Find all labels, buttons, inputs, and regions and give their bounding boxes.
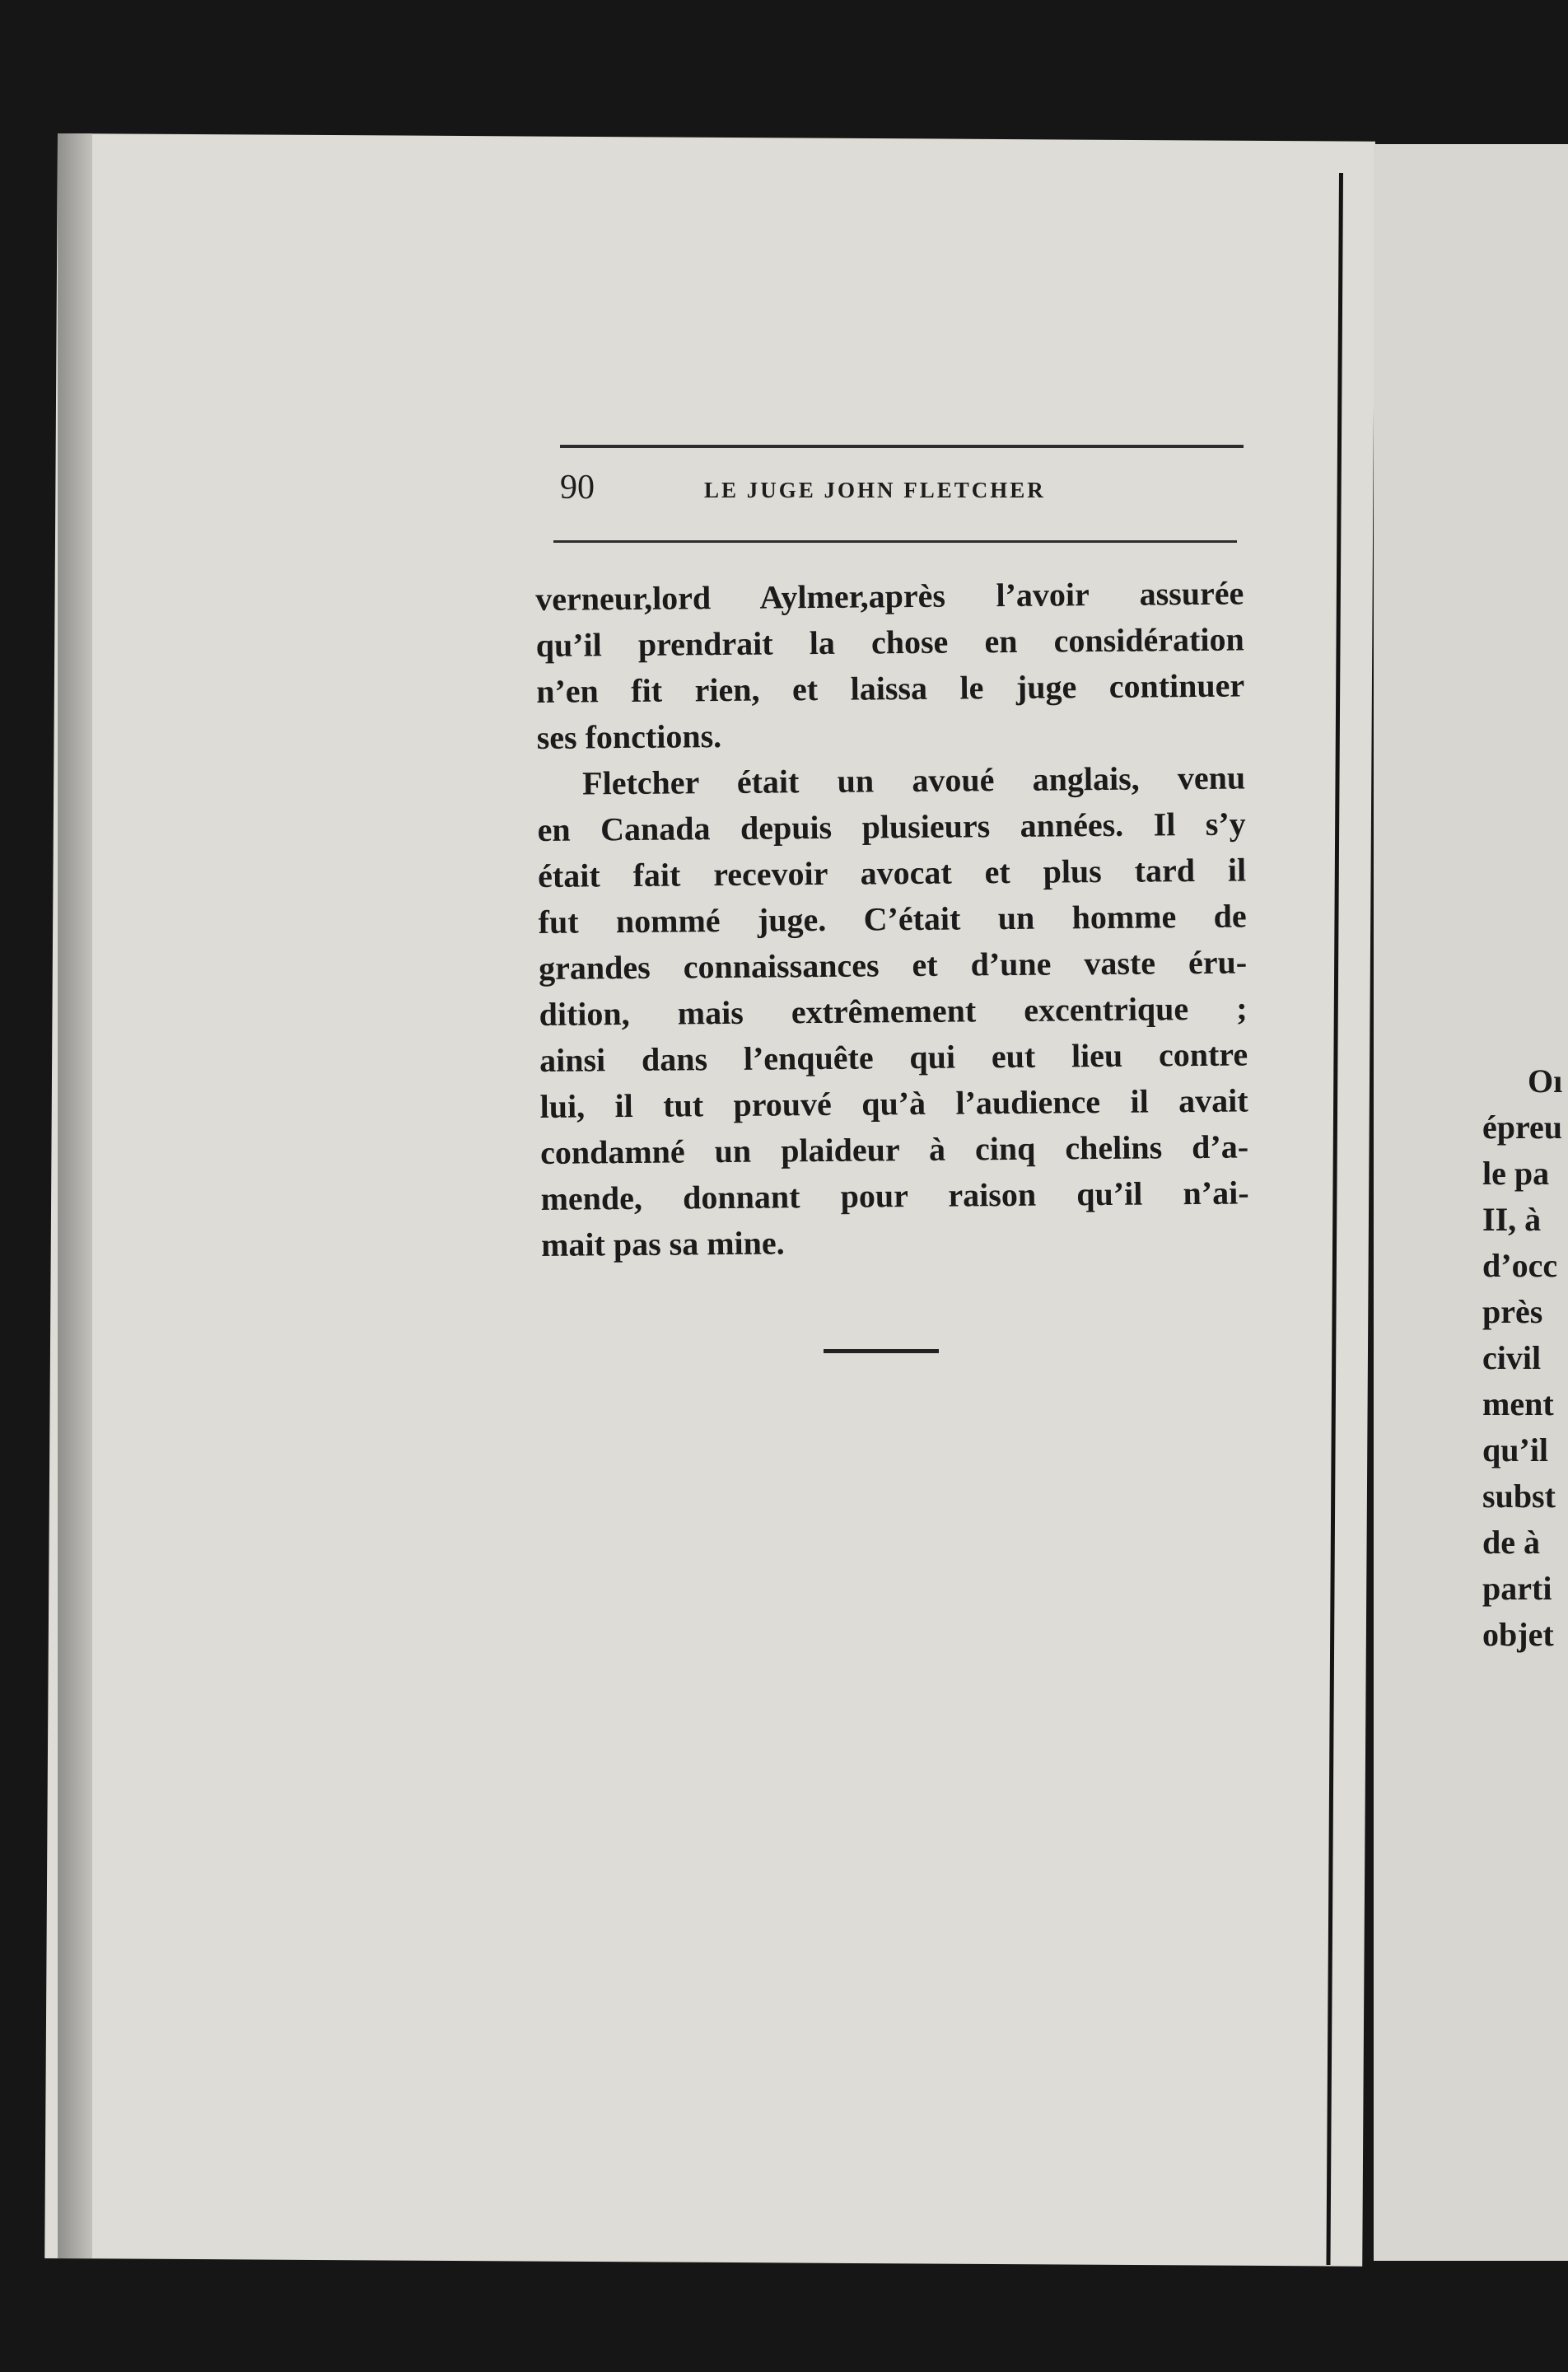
text-line: n’en fit rien, et laissa le juge continuer	[536, 666, 1245, 710]
text-line: verneur,lord Aylmer,après l’avoir assurée	[535, 574, 1244, 618]
text-line: condamné un plaideur à cinq chelins d’a-	[539, 1128, 1249, 1171]
text-line: lui, il tut prouvé qu’à l’audience il avait	[539, 1081, 1248, 1125]
page-number: 90	[560, 469, 595, 507]
text-line: d’occ	[1482, 1247, 1558, 1284]
text-line: mait pas sa mine.	[540, 1224, 785, 1263]
text-line: Fletcher était un avoué anglais, venu	[581, 759, 1246, 802]
text-line: mende, donnant pour raison qu’il n’ai-	[540, 1174, 1249, 1217]
text-line: civil	[1482, 1339, 1542, 1376]
text-line: objet	[1482, 1616, 1554, 1653]
text-line: Oı	[1528, 1062, 1563, 1100]
text-line: près	[1482, 1293, 1543, 1330]
text-line: le pa	[1482, 1155, 1550, 1192]
running-head: LE JUGE JOHN FLETCHER	[704, 478, 1046, 502]
page-header	[560, 445, 1244, 552]
body-text	[535, 570, 1249, 1268]
right-page-text	[1482, 1058, 1568, 1658]
text-line: en Canada depuis plusieurs années. Il s’y	[537, 805, 1246, 848]
text-line: dition, mais extrêmement excentrique ;	[539, 989, 1248, 1033]
text-line: qu’il prendrait la chose en considération	[535, 620, 1244, 664]
text-line: subst	[1482, 1478, 1556, 1515]
text-line: de à	[1482, 1524, 1540, 1561]
page-edge	[58, 133, 92, 2258]
text-line: grandes connaissances et d’une vaste éru-	[538, 943, 1248, 987]
text-line: ainsi dans l’enquête qui eut lieu contre	[539, 1035, 1248, 1079]
text-line: fut nommé juge. C’était un homme de	[538, 897, 1247, 941]
text-line: ment	[1482, 1385, 1554, 1422]
text-line: parti	[1482, 1570, 1552, 1607]
text-line: II, à	[1482, 1201, 1542, 1238]
text-line: épreu	[1482, 1109, 1563, 1146]
text-line: ses fonctions.	[536, 717, 722, 756]
end-of-section-rule	[824, 1349, 939, 1353]
text-line: était fait recevoir avocat et plus tard il	[537, 851, 1247, 894]
header-rule-bottom	[553, 540, 1237, 543]
header-rule-top	[560, 445, 1244, 448]
text-line: qu’il	[1482, 1431, 1549, 1468]
